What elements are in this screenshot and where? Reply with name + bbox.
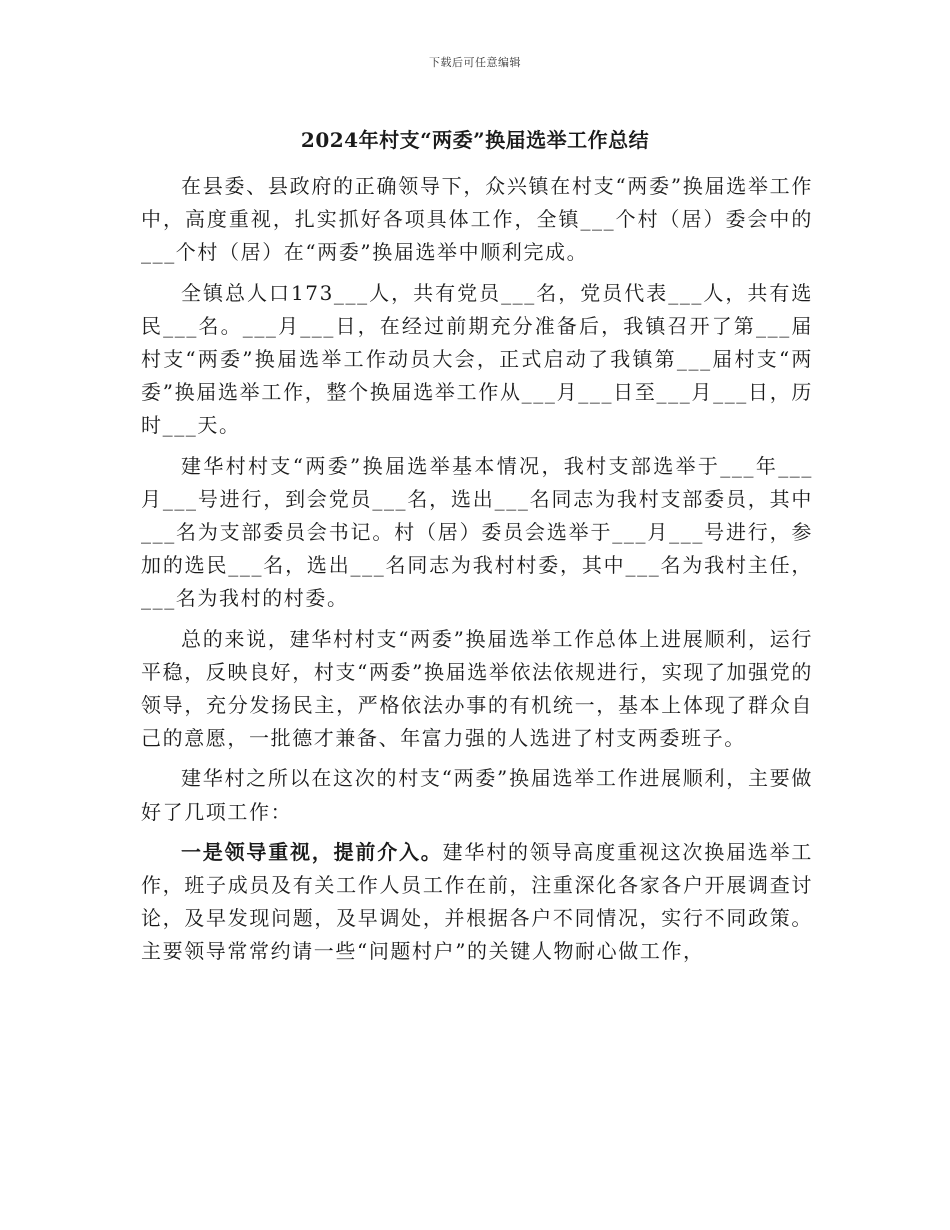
header-note: 下载后可任意编辑 (429, 56, 521, 69)
document-body (141, 170, 813, 976)
paragraph (141, 277, 813, 443)
paragraph (141, 170, 813, 270)
paragraph (141, 450, 813, 616)
paragraph-text: 建华村之所以在这次的村支“两委”换届选举工作进展顺利，主要做好了几项工作： (141, 766, 813, 824)
paragraph (141, 623, 813, 756)
paragraph-text: 总的来说，建华村村支“两委”换届选举工作总体上进展顺利，运行平稳，反映良好，村支“两委”换届选举依法依规进行，实现了加强党的领导，充分发扬民主，严格依法办事的有机统一，基本上体现了群众自己的意愿，一批德才兼备、年富力强的人选进了村支两委班子。 (141, 626, 813, 751)
paragraph-text: 在县委、县政府的正确领导下，众兴镇在村支“两委”换届选举工作中，高度重视，扎实抓好各项具体工作，全镇___个村（居）委会中的___个村（居）在“两委”换届选举中顺利完成。 (141, 174, 813, 265)
paragraph (141, 762, 813, 828)
paragraph-text: 全镇总人口173___人，共有党员___名，党员代表___人，共有选民___名。___月___日，在经过前期充分准备后，我镇召开了第___届村支“两委”换届选举工作动员大会，正式启动了我镇第___届村支“两委”换届选举工作，整个换届选举工作从___月___日至___月___日，历时___天。 (141, 280, 813, 438)
paragraph (141, 836, 813, 969)
document-title: 2024年村支“两委”换届选举工作总结 (300, 128, 650, 152)
paragraph-text: 建华村的领导高度重视这次换届选举工作，班子成员及有关工作人员工作在前，注重深化各家各户开展调查讨论，及早发现问题，及早调处，并根据各户不同情况，实行不同政策。主要领导常常约请一些“问题村户”的关键人物耐心做工作， (141, 839, 814, 964)
paragraph-lead: 一是领导重视，提前介入。 (181, 839, 443, 864)
paragraph-text: 建华村村支“两委”换届选举基本情况，我村支部选举于___年___月___号进行，到会党员___名，选出___名同志为我村支部委员，其中___名为支部委员会书记。村（居）委员会选举于___月___号进行，参加的选民___名，选出___名同志为我村村委，其中___名为我村主任，___名为我村的村委。 (141, 453, 813, 611)
